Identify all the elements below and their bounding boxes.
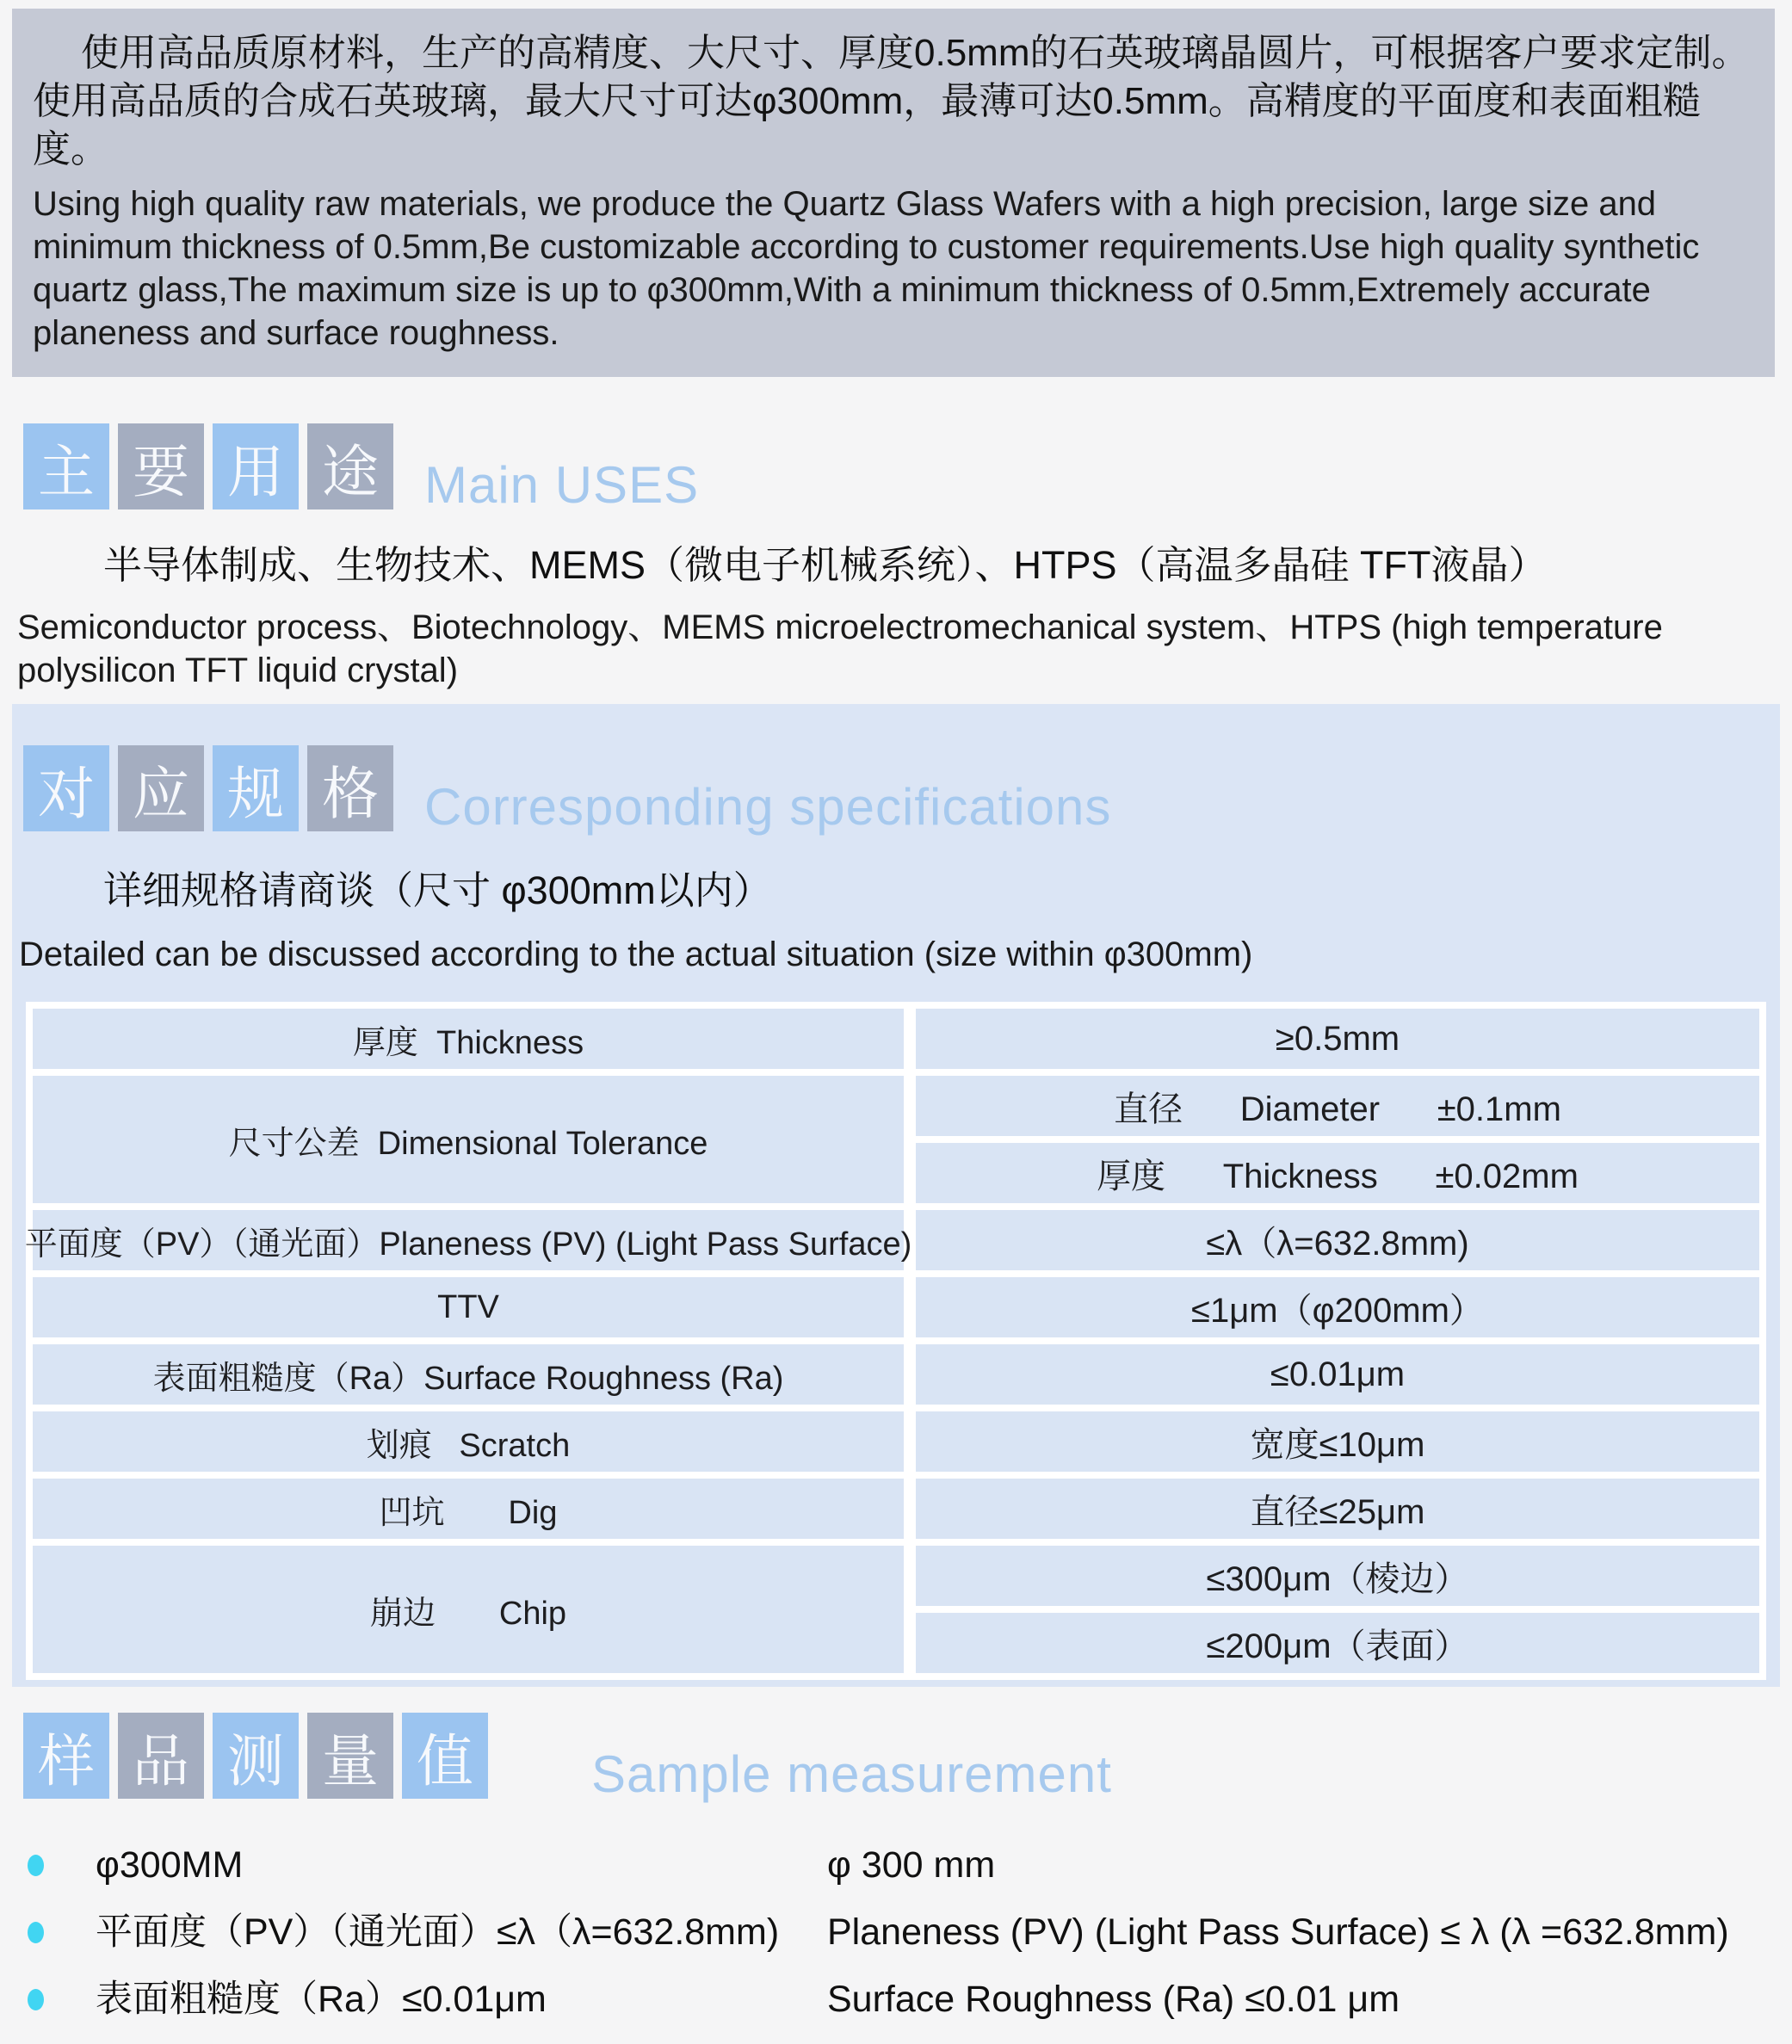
list-item xyxy=(28,1979,1775,2019)
specifications-badge xyxy=(23,745,393,831)
spec-value: ≤300μm（棱边） xyxy=(916,1546,1759,1606)
spec-value: ≥0.5mm xyxy=(916,1009,1759,1069)
spec-value: ≤1μm（φ200mm） xyxy=(916,1277,1759,1337)
badge-char: 应 xyxy=(118,745,204,831)
badge-char: 格 xyxy=(307,745,393,831)
specifications-table xyxy=(26,1002,1766,1680)
product-spec-page xyxy=(0,9,1792,2044)
spec-label: 尺寸公差 Dimensional Tolerance xyxy=(33,1076,904,1203)
spec-label: 平面度（PV）（通光面）Planeness (PV) (Light Pass Surface) xyxy=(33,1210,904,1270)
sample-item-zh: 平面度（PV）（通光面）≤λ（λ=632.8mm) xyxy=(96,1911,780,1953)
spec-value: ≤0.01μm xyxy=(916,1344,1759,1405)
main-uses-text-zh: 半导体制成、生物技术、MEMS（微电子机械系统）、HTPS（高温多晶硅 TFT液晶） xyxy=(103,543,1548,587)
specifications-header xyxy=(23,745,1780,836)
badge-char: 要 xyxy=(118,423,204,509)
table-row xyxy=(24,1210,1759,1270)
spec-label: TTV xyxy=(33,1277,904,1337)
spec-label: 表面粗糙度（Ra）Surface Roughness (Ra) xyxy=(33,1344,904,1405)
spec-label: 崩边 Chip xyxy=(33,1546,904,1673)
list-item xyxy=(28,1912,1775,1952)
spec-value: 宽度≤10μm xyxy=(916,1411,1759,1472)
sample-measurement-list xyxy=(0,1845,1792,2019)
table-row xyxy=(33,1546,1759,1673)
intro-paragraph-zh: 使用高品质原材料，生产的高精度、大尺寸、厚度0.5mm的石英玻璃晶圆片，可根据客户要求定制。使用高品质的合成石英玻璃，最大尺寸可达φ300mm，最薄可达0.5mm。高精度的平面度和表面粗糙度。 xyxy=(33,32,1750,170)
table-row xyxy=(33,1411,1759,1472)
spec-value: 直径 Diameter ±0.1mm xyxy=(916,1076,1759,1136)
sample-item-zh: φ300MM xyxy=(96,1844,244,1886)
badge-char: 品 xyxy=(118,1713,204,1799)
table-row xyxy=(33,1479,1759,1539)
spec-value: 直径≤25μm xyxy=(916,1479,1759,1539)
sample-item-en: Planeness (PV) (Light Pass Surface) ≤ λ (λ =632.8mm) xyxy=(827,1911,1729,1953)
badge-char: 规 xyxy=(213,745,299,831)
intro-paragraph-en: Using high quality raw materials, we produce the Quartz Glass Wafers with a high precision, large size and minimum thickness of 0.5mm,Be customizable according to customer requirements.Use high quality synthetic quartz glass,The maximum size is up to φ300mm,With a minimum thickness of 0.5mm,Extremely accurate planeness and surface roughness. xyxy=(33,185,1700,352)
spec-label: 厚度 Thickness xyxy=(33,1009,904,1069)
specifications-note-en: Detailed can be discussed according to the actual situation (size within φ300mm) xyxy=(19,936,1253,973)
sample-measurement-title: Sample measurement xyxy=(591,1745,1112,1803)
spec-value: ≤λ（λ=632.8mm) xyxy=(916,1210,1759,1270)
badge-char: 值 xyxy=(402,1713,488,1799)
sample-measurement-header xyxy=(23,1713,1792,1803)
sample-item-en: Surface Roughness (Ra) ≤0.01 μm xyxy=(827,1979,1400,2020)
sample-item-en: φ 300 mm xyxy=(827,1844,996,1886)
corresponding-specifications-section xyxy=(12,704,1780,1687)
badge-char: 主 xyxy=(23,423,109,509)
bullet-dot-icon xyxy=(28,1855,44,1876)
main-uses-title: Main USES xyxy=(424,456,700,514)
list-item xyxy=(28,1845,1775,1885)
badge-char: 用 xyxy=(213,423,299,509)
sample-measurement-badge xyxy=(23,1713,488,1799)
spec-label: 凹坑 Dig xyxy=(33,1479,904,1539)
table-row xyxy=(33,1344,1759,1405)
spec-value: ≤200μm（表面） xyxy=(916,1613,1759,1673)
specifications-title: Corresponding specifications xyxy=(424,778,1112,836)
spec-value: 厚度 Thickness ±0.02mm xyxy=(916,1143,1759,1203)
main-uses-badge xyxy=(23,423,393,509)
badge-char: 量 xyxy=(307,1713,393,1799)
badge-char: 对 xyxy=(23,745,109,831)
main-uses-header xyxy=(23,423,1792,514)
table-row xyxy=(33,1009,1759,1069)
badge-char: 测 xyxy=(213,1713,299,1799)
table-row xyxy=(33,1277,1759,1337)
intro-box xyxy=(12,9,1775,377)
sample-item-zh: 表面粗糙度（Ra）≤0.01μm xyxy=(96,1979,547,2020)
specifications-note-zh: 详细规格请商谈（尺寸 φ300mm以内） xyxy=(103,868,772,912)
main-uses-text-en: Semiconductor process、Biotechnology、MEMS microelectromechanical system、HTPS (high temperature polysilicon TFT liquid crystal) xyxy=(17,608,1663,689)
table-row xyxy=(33,1076,1759,1203)
badge-char: 途 xyxy=(307,423,393,509)
spec-label: 划痕 Scratch xyxy=(33,1411,904,1472)
bullet-dot-icon xyxy=(28,1989,44,2010)
bullet-dot-icon xyxy=(28,1922,44,1943)
badge-char: 样 xyxy=(23,1713,109,1799)
